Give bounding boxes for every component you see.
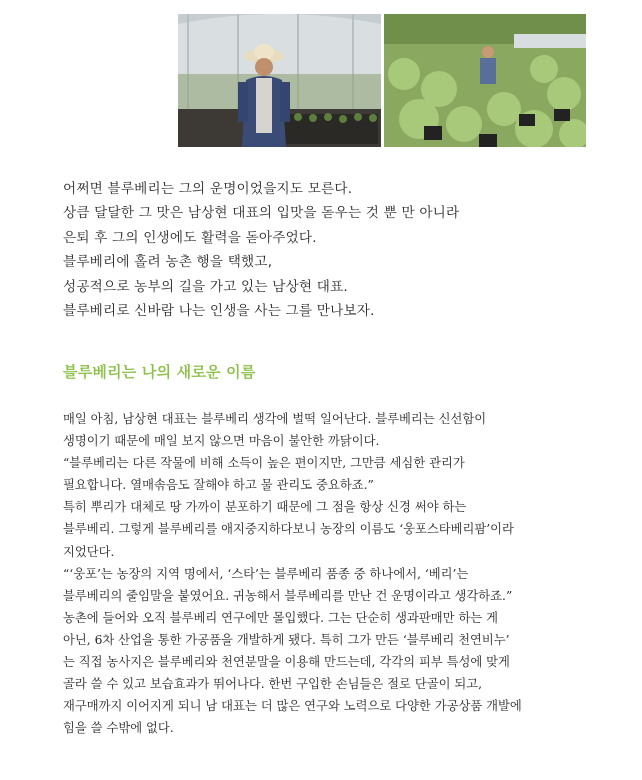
article-body [63,408,583,739]
body-line: “‘웅포’는 농장의 지역 명에서, ‘스타’는 블루베리 품종 중 하나에서, ‘베리’는 [63,566,469,581]
body-line: 특히 뿌리가 대체로 땅 가까이 분포하기 때문에 그 점을 항상 신경 써야 하는 [63,500,467,515]
body-line: 골라 쓸 수 있고 보습효과가 뛰어나다. 한번 구입한 손님들은 절로 단골이 되고, [63,677,483,692]
greenhouse-photo [178,14,381,147]
intro-line: 어쩌면 블루베리는 그의 운명이었을지도 모른다. [63,181,353,197]
body-line: 블루베리의 줄임말을 붙였어요. 귀농해서 블루베리를 만난 건 운명이라고 생각하죠.” [63,588,513,603]
body-line: 농촌에 들어와 오직 블루베리 연구에만 몰입했다. 그는 단순히 생과판매만 하는 게 [63,610,498,625]
intro-line: 은퇴 후 그의 인생에도 활력을 돋아주었다. [63,229,317,246]
body-line: 아닌, 6차 산업을 통한 가공품을 개발하게 됐다. 특히 그가 만든 ‘블루베리 천연비누’ [63,632,510,647]
body-line: 는 직접 농사지은 블루베리와 천연분말을 이용해 만드는데, 각각의 피부 특성에 맞게 [63,655,510,670]
body-line: 힘을 쓸 수밖에 없다. [63,721,174,736]
section-title: 블루베리는 나의 새로운 이름 [63,363,256,381]
body-line: 재구매까지 이어지게 되니 남 대표는 더 많은 연구와 노력으로 다양한 가공상품 개발에 [63,699,522,714]
intro-line: 성공적으로 농부의 길을 가고 있는 남상현 대표. [63,278,348,295]
photo-strip [178,14,586,147]
body-line: 매일 아침, 남상현 대표는 블루베리 생각에 벌떡 일어난다. 블루베리는 신선함이 [63,412,487,426]
intro-line: 블루베리에 홀려 농촌 행을 택했고, [63,254,273,271]
body-line: 블루베리. 그렇게 블루베리를 애지중지하다보니 농장의 이름도 ‘웅포스타베리팜’이라 [63,522,514,537]
field-photo [384,14,586,147]
body-line: 지었단다. [63,544,115,559]
body-line: 필요합니다. 열매솎음도 잘해야 하고 물 관리도 중요하죠.” [63,478,374,493]
intro-line: 상큼 달달한 그 맛은 남상현 대표의 입맛을 돋우는 것 뿐 만 아니라 [63,205,460,222]
intro-line: 블루베리로 신바람 나는 인생을 사는 그를 만나보자. [63,302,375,319]
body-line: 생명이기 때문에 매일 보지 않으면 마음이 불안한 까닭이다. [63,434,380,449]
body-line: “블루베리는 다른 작물에 비해 소득이 높은 편이지만, 그만큼 세심한 관리가 [63,456,465,471]
intro-paragraph [63,177,459,323]
